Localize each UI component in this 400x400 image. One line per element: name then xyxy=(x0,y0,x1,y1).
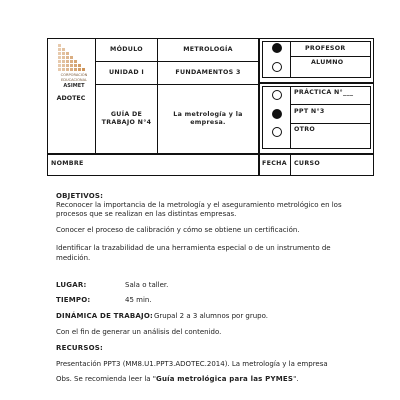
logo-brand: ASIMET xyxy=(63,83,85,89)
logo-square xyxy=(78,68,81,71)
dinamica-label: DINÁMICA DE TRABAJO: xyxy=(56,312,153,320)
divider xyxy=(290,123,371,124)
logo-square xyxy=(66,56,69,59)
divider xyxy=(259,82,374,84)
logo-square xyxy=(62,52,65,55)
logo-square xyxy=(62,64,65,67)
objetivo-1-line-2: procesos que se realizan en las distintas empresas. xyxy=(56,210,237,218)
divider xyxy=(290,41,291,78)
logo-square xyxy=(82,68,85,71)
objetivo-3-line-1: Identificar la trazabilidad de una herramienta especial o de un instrumento de xyxy=(56,244,331,252)
ppt-label: PPT N°3 xyxy=(294,108,325,115)
recursos-heading: RECURSOS: xyxy=(56,344,104,352)
logo-square xyxy=(62,60,65,63)
logo-square xyxy=(58,56,61,59)
logo-square xyxy=(58,64,61,67)
profesor-label: PROFESOR xyxy=(305,45,346,52)
logo-square xyxy=(74,60,77,63)
dinamica-note: Con el fin de generar un análisis del contenido. xyxy=(56,328,222,336)
observation-suffix: ". xyxy=(293,375,299,383)
divider xyxy=(258,38,260,176)
alumno-label: ALUMNO xyxy=(311,59,344,66)
profesor-radio[interactable] xyxy=(272,43,282,53)
objetivo-2: Conocer el proceso de calibración y cómo se obtiene un certificación. xyxy=(56,226,300,234)
logo-square xyxy=(58,44,61,47)
corporation-logo xyxy=(54,44,94,100)
practica-label: PRÁCTICA N°___ xyxy=(294,89,354,96)
logo-square xyxy=(70,68,73,71)
logo-square xyxy=(70,56,73,59)
lugar-label: LUGAR: xyxy=(56,281,87,289)
logo-org-name: CORPORACIÓN EDUCACIONAL xyxy=(60,73,88,82)
recursos-line: Presentación PPT3 (MM8.U1.PPT3.ADOTEC.2014). La metrología y la empresa xyxy=(56,360,328,368)
objetivos-heading: OBJETIVOS: xyxy=(56,192,104,200)
fecha-label: FECHA xyxy=(262,160,287,167)
logo-square xyxy=(66,64,69,67)
guia-label: GUÍA DE TRABAJO N°4 xyxy=(101,111,152,126)
curso-label: CURSO xyxy=(294,160,320,167)
objetivo-3-line-2: medición. xyxy=(56,254,91,262)
modulo-label: MÓDULO xyxy=(110,45,143,53)
logo-square xyxy=(74,68,77,71)
alumno-radio[interactable] xyxy=(272,62,282,72)
logo-square xyxy=(62,56,65,59)
otro-label: OTRO xyxy=(294,126,316,133)
dinamica-value: Grupal 2 a 3 alumnos por grupo. xyxy=(154,312,269,320)
modulo-value: METROLOGÍA xyxy=(183,45,233,53)
lugar-value: Sala o taller. xyxy=(125,281,169,289)
observation-guide-title: Guía metrológica para las PYMES xyxy=(156,375,294,383)
practica-radio[interactable] xyxy=(272,90,282,100)
logo-square xyxy=(66,52,69,55)
logo-square xyxy=(58,68,61,71)
logo-square xyxy=(58,48,61,51)
divider xyxy=(290,86,291,149)
unidad-label: UNIDAD I xyxy=(109,69,144,77)
otro-radio[interactable] xyxy=(272,127,282,137)
divider xyxy=(290,154,291,176)
logo-square xyxy=(62,68,65,71)
ppt-radio[interactable] xyxy=(272,109,282,119)
divider xyxy=(47,153,374,155)
tiempo-value: 45 min. xyxy=(125,296,152,304)
logo-square xyxy=(70,64,73,67)
objetivo-1-line-1: Reconocer la importancia de la metrología y el aseguramiento metrológico en los xyxy=(56,201,342,209)
tiempo-label: TIEMPO: xyxy=(56,296,91,304)
unidad-value: FUNDAMENTOS 3 xyxy=(175,69,241,77)
guia-title: La metrología y la empresa. xyxy=(173,111,243,126)
logo-square xyxy=(66,68,69,71)
logo-square xyxy=(62,48,65,51)
logo-square xyxy=(66,60,69,63)
logo-square xyxy=(70,60,73,63)
logo-square xyxy=(58,60,61,63)
logo-square xyxy=(78,64,81,67)
logo-square xyxy=(58,52,61,55)
divider xyxy=(290,56,371,57)
observation-line xyxy=(56,375,299,385)
observation-prefix: Obs. Se recomienda leer la " xyxy=(56,375,156,383)
logo-square xyxy=(74,64,77,67)
nombre-label: NOMBRE xyxy=(51,160,84,167)
org-short-name: ADOTEC xyxy=(56,95,86,102)
divider xyxy=(290,104,371,105)
